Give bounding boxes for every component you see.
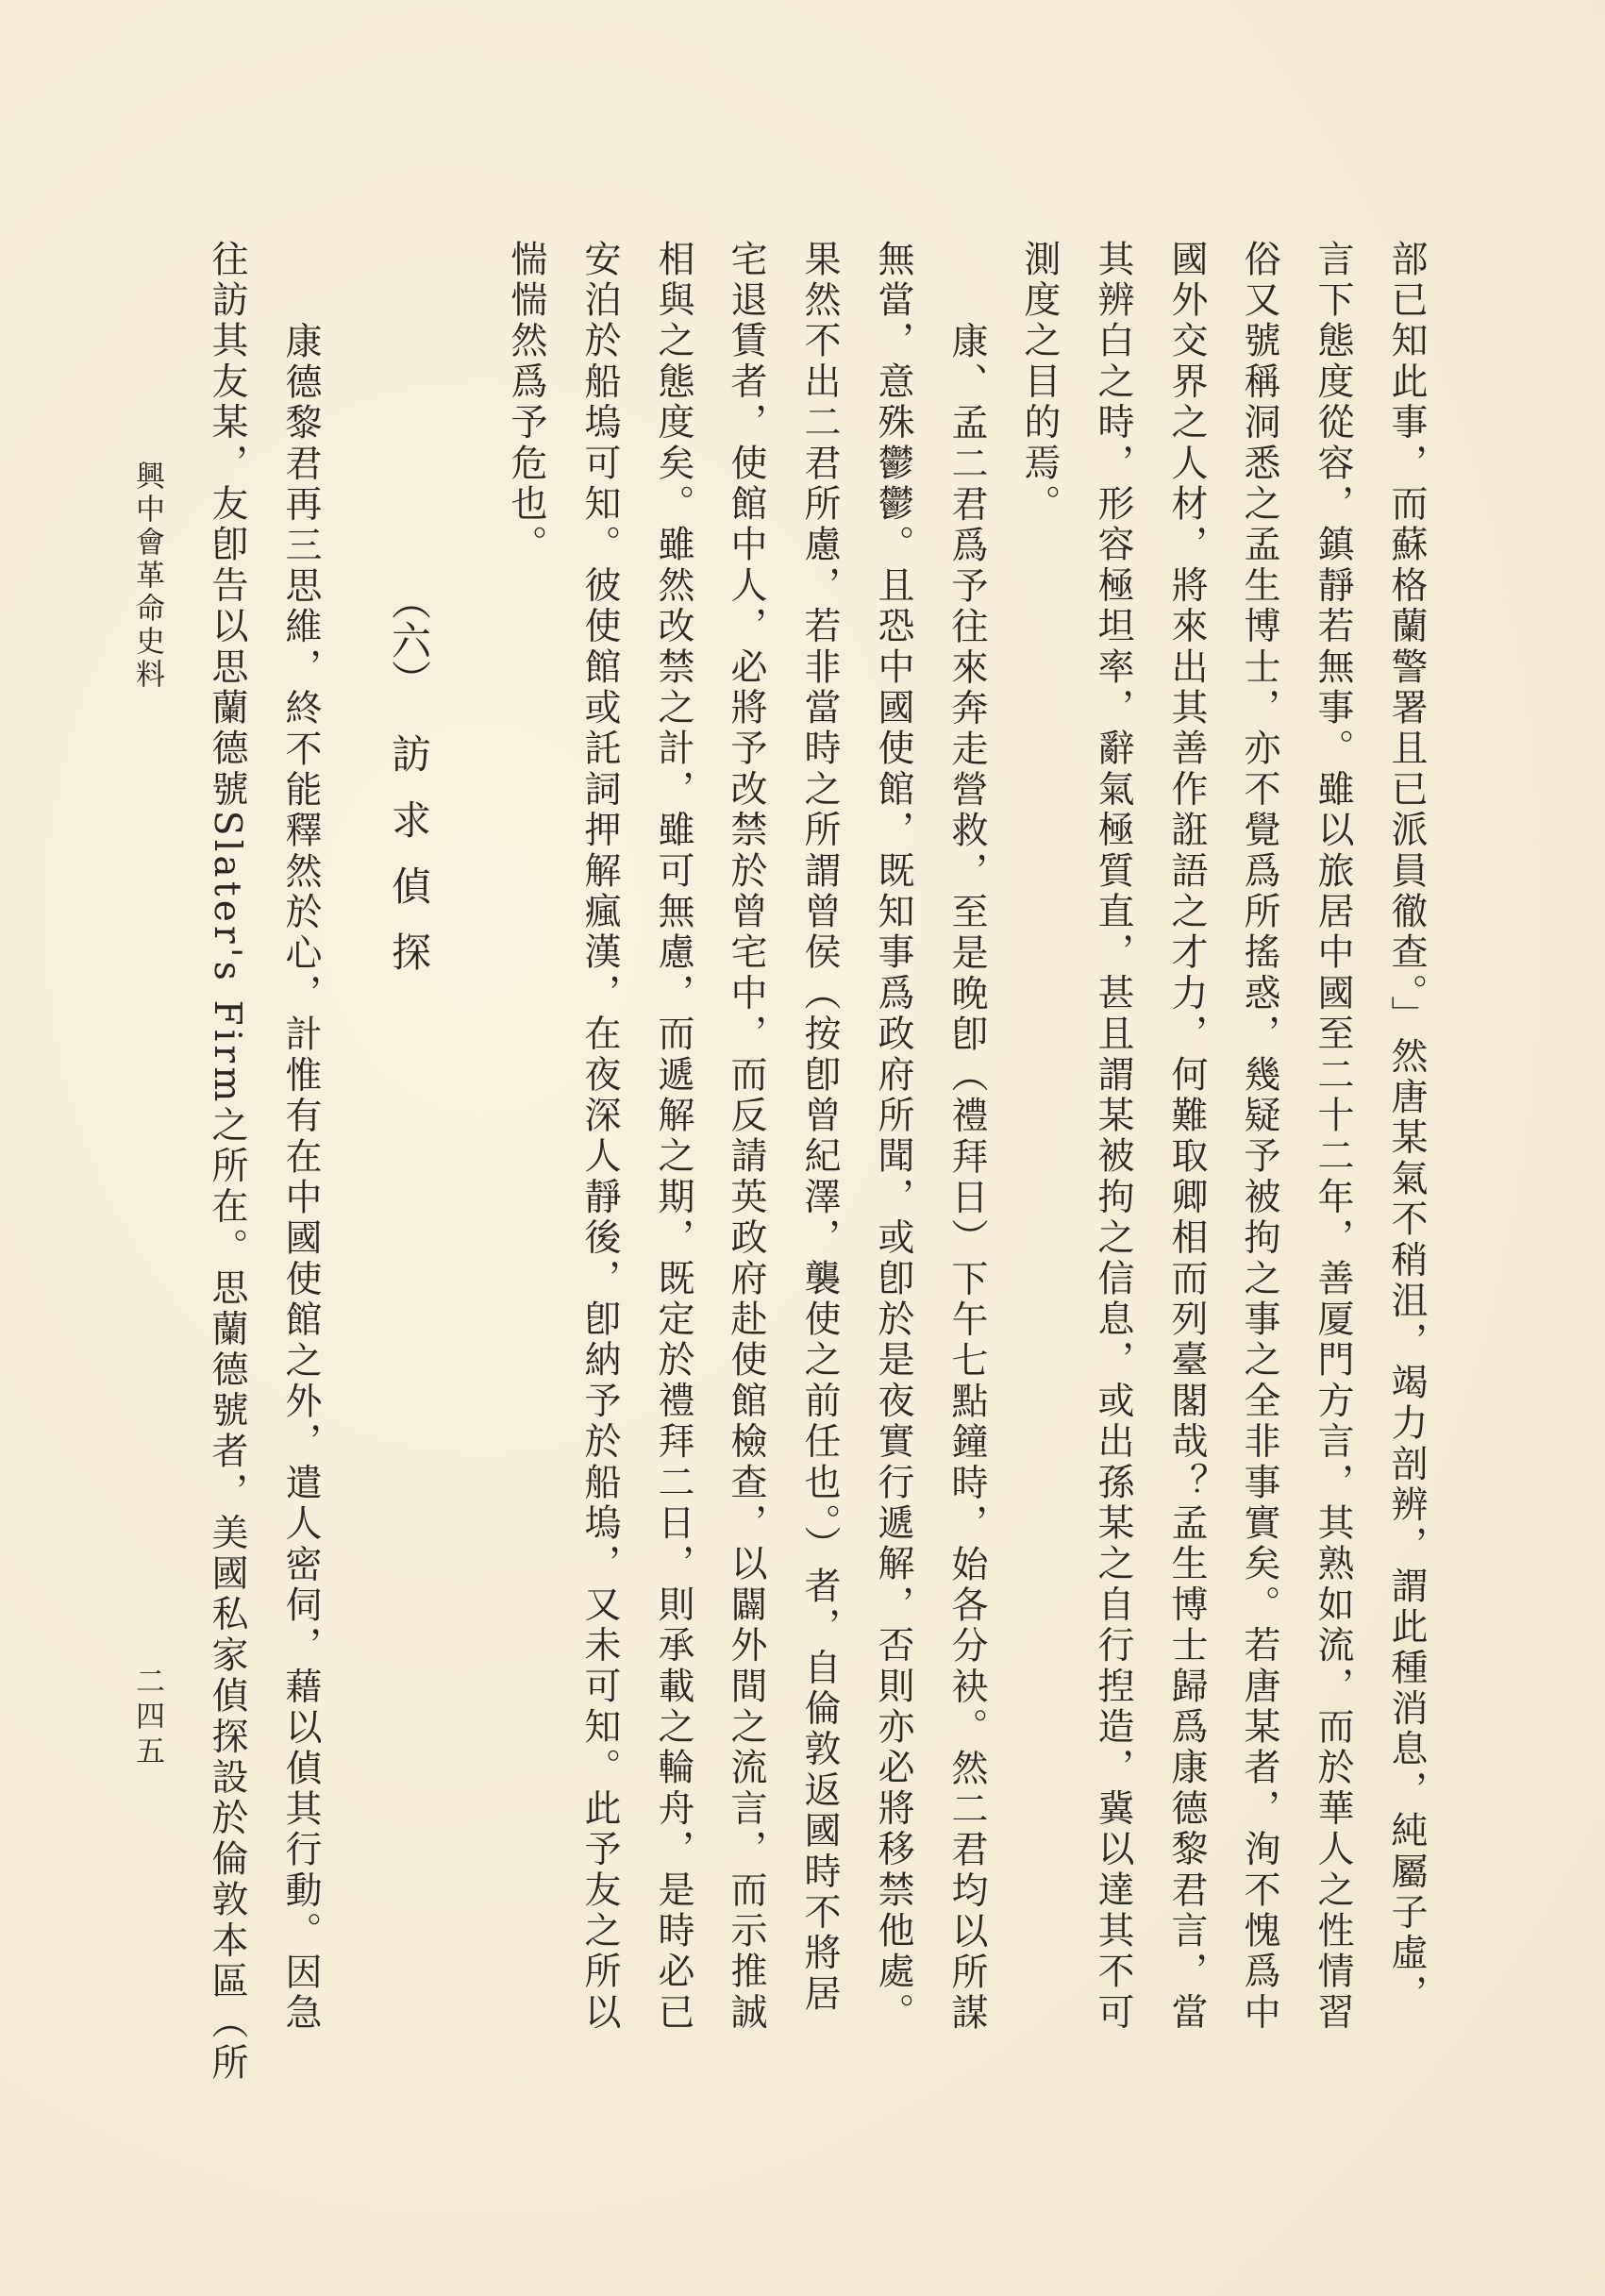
text-column: 無當，意殊鬱鬱。且恐中國使館，既知事爲政府所聞，或卽於是夜實行遞解，否則亦必將移禁他處。 [872,240,914,2034]
section-heading [387,580,430,997]
running-title: 興中會革命史料 [130,461,164,692]
text-column: 安泊於船塢可知。彼使館或託詞押解瘋漢，在夜深人靜後，卽納予於船塢，又未可知。此予友之所以 [578,240,621,2034]
text-column: 往訪其友某，友卽告以思蘭德號Slater's Firm之所在。思蘭德號者，美國私家偵探設於倫敦本區（所 [206,240,248,2085]
section-number: （六） [386,580,432,699]
paragraph-start-column: 康德黎君再三思維，終不能釋然於心，計惟有在中國使館之外，遣人密伺，藉以偵其行動。因急 [279,322,322,2035]
text-column: 部已知此事，而蘇格蘭警署且已派員徹查。」然唐某氣不稍沮，竭力剖辨，謂此種消息，純屬子虛， [1385,240,1428,2016]
page-number: 二四五 [130,1666,164,1770]
text-column: 宅退賃者，使館中人，必將予改禁於曾宅中，而反請英政府赴使館檢查，以闢外間之流言，而示推誠 [725,240,767,2034]
section-title: 訪求偵探 [386,733,432,997]
text-column: 俗又號稱洞悉之孟生博士，亦不覺爲所搖惑，幾疑予被拘之事之全非事實矣。若唐某者，洵不愧爲中 [1238,240,1280,2034]
text-column: 惴惴然爲予危也。 [505,240,547,566]
text-column: 其辨白之時，形容極坦率，辭氣極質直，甚且謂某被拘之信息，或出孫某之自行揑造，冀以達其不可 [1092,240,1134,2034]
text-column: 言下態度從容，鎮靜若無事。雖以旅居中國至二十二年，善厦門方言，其熟如流，而於華人之性情習 [1312,240,1354,2034]
text-column: 國外交界之人材，將來出其善作誑語之才力，何難取卿相而列臺閣哉？孟生博士歸爲康德黎君言，當 [1165,240,1208,2034]
text-column: 相與之態度矣。雖然改禁之計，雖可無慮，而遞解之期，既定於禮拜二日，則承載之輪舟，是時必已 [652,240,694,2034]
text-column: 果然不出二君所慮，若非當時之所謂曾侯（按卽曾紀澤，襲使之前任也。）者，自倫敦返國時不將居 [798,240,841,2016]
text-column: 測度之目的焉。 [1018,240,1061,526]
paragraph-start-column: 康、孟二君爲予往來奔走營救，至是晚卽（禮拜日）下午七點鐘時，始各分袂。然二君均以所謀 [945,322,988,2035]
